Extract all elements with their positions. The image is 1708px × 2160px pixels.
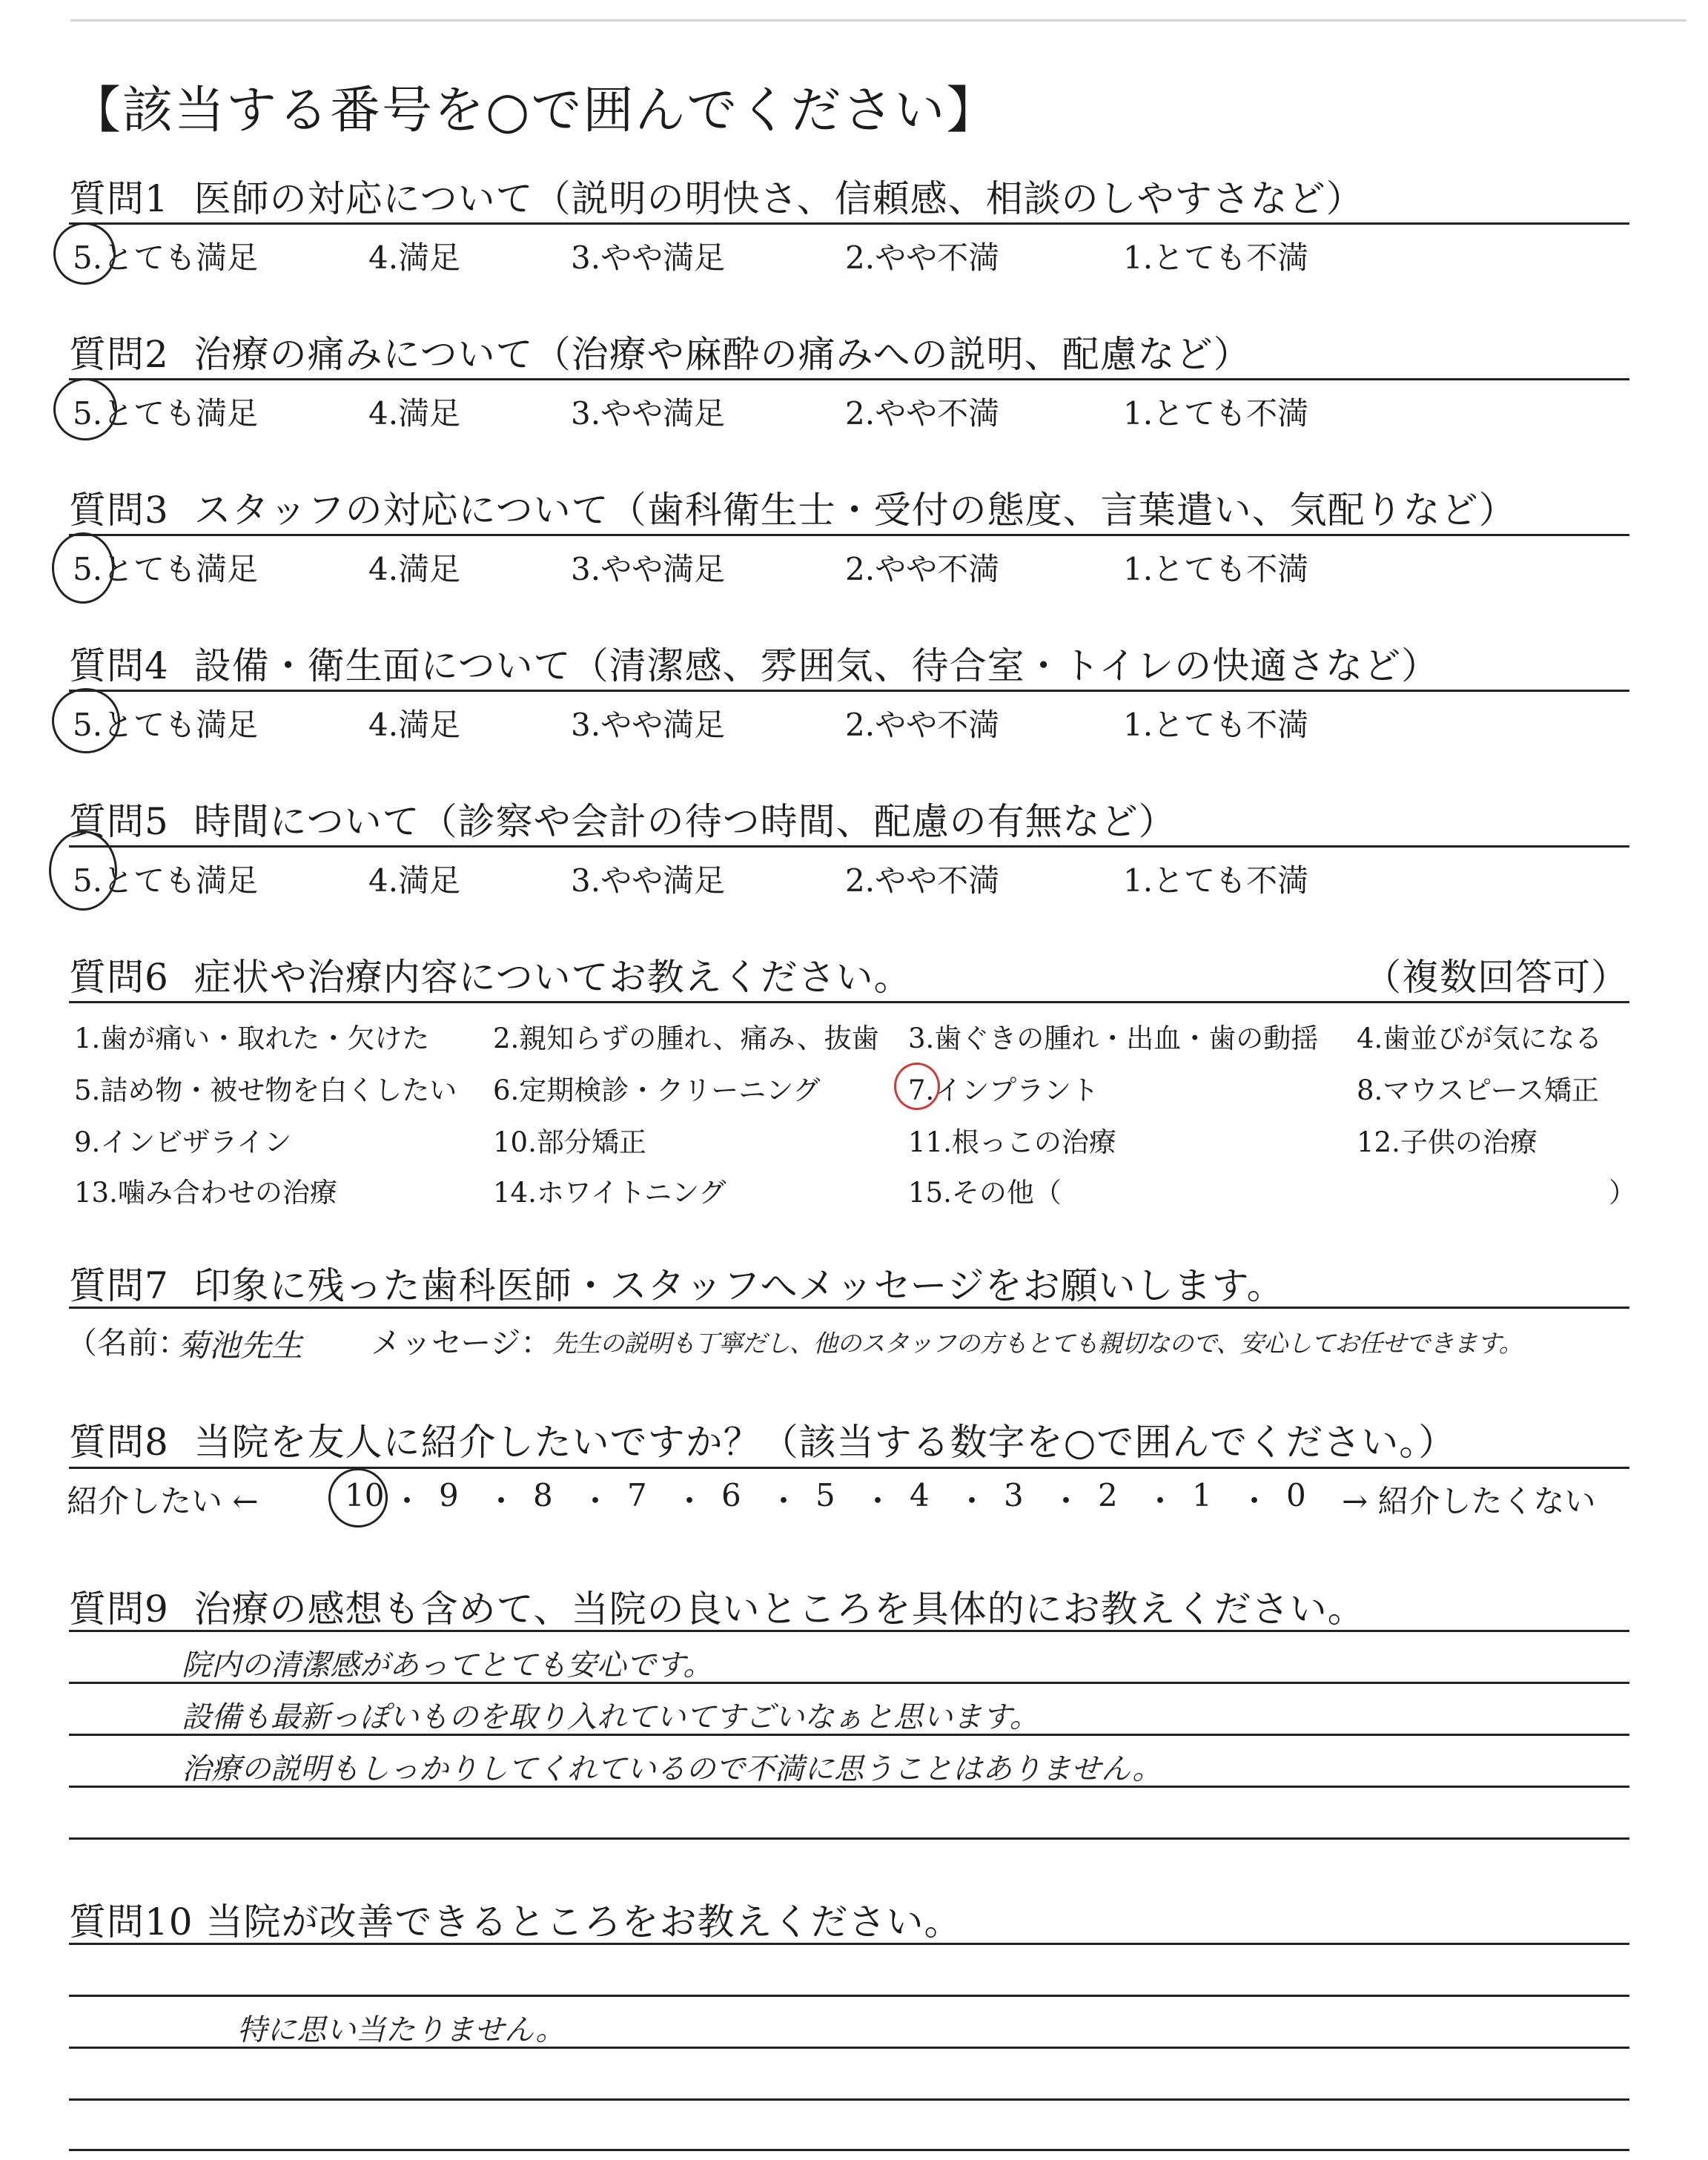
q3-selection-circle — [52, 532, 114, 604]
q9-answer-line-3[interactable]: 治療の説明もしっかりしてくれているので不満に思うことはありません。 — [182, 1752, 1162, 1786]
q10-rule-5 — [69, 2149, 1629, 2151]
q2-option-1[interactable]: 1.とても不満 — [1123, 395, 1309, 432]
question-3-text: スタッフの対応について（歯科衛生士・受付の態度、言葉遣い、気配りなど） — [193, 489, 1517, 532]
q8-scale-value-0[interactable]: 0 — [1286, 1477, 1306, 1513]
q9-rule-5 — [69, 1837, 1629, 1840]
q8-scale-separator: ・ — [956, 1483, 988, 1519]
q6-option-2[interactable]: 2.親知らずの腫れ、痛み、抜歯 — [493, 1023, 879, 1054]
page-title: 【該当する番号を○で囲んでください】 — [70, 82, 999, 140]
q6-selection-circle — [894, 1063, 940, 1110]
q4-option-5[interactable]: 5.とても満足 — [73, 707, 259, 743]
question-10-title — [69, 1892, 962, 1946]
q8-right-label: → 紹介したくない — [1342, 1483, 1596, 1519]
q8-scale-value-1[interactable]: 1 — [1192, 1477, 1212, 1513]
question-7-title — [69, 1256, 1285, 1309]
q10-rule-1 — [69, 1943, 1629, 1945]
q3-option-1[interactable]: 1.とても不満 — [1123, 551, 1309, 587]
q6-option-10[interactable]: 10.部分矯正 — [493, 1126, 646, 1158]
question-3-rule — [69, 534, 1629, 536]
q6-option-5[interactable]: 5.詰め物・被せ物を白くしたい — [74, 1074, 457, 1106]
q5-option-4[interactable]: 4.満足 — [368, 862, 461, 899]
q1-selection-circle — [53, 222, 116, 285]
question-4-text: 設備・衛生面について（清潔感、雰囲気、待合室・トイレの快適さなど） — [193, 644, 1440, 687]
question-10-text: 当院が改善できるところをお教えください。 — [205, 1900, 962, 1943]
q8-scale-separator: ・ — [1050, 1483, 1082, 1519]
q6-option-4[interactable]: 4.歯並びが気になる — [1357, 1023, 1603, 1054]
q7-message-label: メッセージ： — [371, 1325, 552, 1361]
question-4-label: 質問4 — [69, 644, 169, 687]
question-10-label: 質問10 — [69, 1900, 193, 1943]
q6-option-6[interactable]: 6.定期検診・クリーニング — [493, 1074, 821, 1106]
q6-option-15-close: ） — [1609, 1177, 1636, 1209]
question-7-rule — [69, 1307, 1629, 1309]
question-5-rule — [69, 845, 1629, 848]
q8-scale-value-9[interactable]: 9 — [439, 1477, 459, 1513]
q8-scale-value-6[interactable]: 6 — [721, 1477, 741, 1513]
question-1-title — [69, 169, 1364, 222]
q10-answer[interactable]: 特に思い当たりません。 — [237, 2013, 566, 2047]
q6-option-9[interactable]: 9.インビザライン — [74, 1126, 292, 1158]
q8-scale-value-8[interactable]: 8 — [533, 1477, 553, 1513]
q10-rule-4 — [69, 2098, 1629, 2101]
question-8-text: 当院を友人に紹介したいですか？（該当する数字を○で囲んでください。） — [193, 1421, 1457, 1464]
q6-option-8[interactable]: 8.マウスピース矯正 — [1357, 1074, 1599, 1106]
question-8-rule — [69, 1467, 1629, 1469]
q1-option-4[interactable]: 4.満足 — [368, 240, 461, 276]
q8-scale-value-10[interactable]: 10 — [345, 1477, 385, 1513]
q6-option-3[interactable]: 3.歯ぐきの腫れ・出血・歯の動揺 — [908, 1023, 1319, 1054]
q3-option-3[interactable]: 3.やや満足 — [571, 551, 726, 587]
q8-scale-value-2[interactable]: 2 — [1098, 1477, 1118, 1513]
q1-option-1[interactable]: 1.とても不満 — [1123, 240, 1309, 276]
q8-scale-value-7[interactable]: 7 — [627, 1477, 647, 1513]
q9-answer-line-2[interactable]: 設備も最新っぽいものを取り入れていてすごいなぁと思います。 — [182, 1700, 1039, 1734]
q5-option-3[interactable]: 3.やや満足 — [571, 862, 726, 899]
question-8-title — [69, 1413, 1456, 1466]
q2-option-3[interactable]: 3.やや満足 — [571, 395, 726, 432]
q5-option-5[interactable]: 5.とても満足 — [73, 862, 259, 899]
q9-rule-1 — [69, 1630, 1629, 1632]
q3-option-2[interactable]: 2.やや不満 — [845, 551, 1000, 587]
question-5-label: 質問5 — [69, 800, 169, 843]
question-5-text: 時間について（診察や会計の待つ時間、配慮の有無など） — [193, 800, 1176, 843]
question-6-note: （複数回答可） — [1364, 956, 1629, 999]
q2-selection-circle — [53, 378, 117, 440]
q2-option-4[interactable]: 4.満足 — [368, 395, 461, 432]
question-7-label: 質問7 — [69, 1264, 169, 1307]
q3-option-5[interactable]: 5.とても満足 — [73, 551, 259, 587]
q7-name-value[interactable]: 菊池先生 — [178, 1327, 303, 1364]
q7-name-label: （名前： — [67, 1325, 188, 1361]
q4-option-1[interactable]: 1.とても不満 — [1123, 707, 1309, 743]
question-2-label: 質問2 — [69, 333, 169, 376]
q10-rule-2 — [69, 1995, 1629, 1997]
q8-scale-separator: ・ — [768, 1483, 800, 1519]
question-3-label: 質問3 — [69, 489, 169, 532]
q1-option-3[interactable]: 3.やや満足 — [571, 240, 726, 276]
q8-left-label: 紹介したい ← — [67, 1483, 259, 1519]
q6-option-1[interactable]: 1.歯が痛い・取れた・欠けた — [74, 1023, 430, 1054]
q2-option-5[interactable]: 5.とても満足 — [73, 395, 259, 432]
question-1-rule — [69, 222, 1629, 225]
q8-scale-separator: ・ — [1239, 1483, 1271, 1519]
q8-scale-separator: ・ — [580, 1483, 612, 1519]
q8-scale-separator: ・ — [486, 1483, 517, 1519]
question-9-text: 治療の感想も含めて、当院の良いところを具体的にお教えください。 — [193, 1588, 1366, 1631]
question-6-title — [69, 948, 912, 1001]
q5-selection-circle — [49, 830, 117, 911]
q8-scale-separator: ・ — [391, 1483, 423, 1519]
q5-option-1[interactable]: 1.とても不満 — [1123, 862, 1309, 899]
q6-option-7[interactable]: 7.インプラント — [908, 1074, 1099, 1106]
question-7-text: 印象に残った歯科医師・スタッフへメッセージをお願いします。 — [193, 1264, 1285, 1307]
question-2-rule — [69, 378, 1629, 380]
question-9-label: 質問9 — [69, 1588, 169, 1631]
q6-option-12[interactable]: 12.子供の治療 — [1357, 1126, 1537, 1158]
q2-option-2[interactable]: 2.やや不満 — [845, 395, 1000, 432]
question-9-title — [69, 1579, 1366, 1633]
q3-option-4[interactable]: 4.満足 — [368, 551, 461, 587]
question-6-rule — [69, 1001, 1629, 1003]
q8-scale-separator: ・ — [674, 1483, 706, 1519]
q8-scale-value-5[interactable]: 5 — [815, 1477, 835, 1513]
question-5-title — [69, 792, 1176, 845]
q4-selection-circle — [52, 688, 120, 753]
q8-scale-value-4[interactable]: 4 — [910, 1477, 930, 1513]
q4-option-2[interactable]: 2.やや不満 — [845, 707, 1000, 743]
question-2-text: 治療の痛みについて（治療や麻酔の痛みへの説明、配慮など） — [193, 333, 1251, 376]
q1-option-2[interactable]: 2.やや不満 — [845, 240, 1000, 276]
question-3-title — [69, 480, 1517, 534]
q8-scale-separator: ・ — [862, 1483, 894, 1519]
q6-option-11[interactable]: 11.根っこの治療 — [908, 1126, 1116, 1158]
question-1-label: 質問1 — [69, 177, 169, 220]
question-2-title — [69, 325, 1251, 378]
q4-option-4[interactable]: 4.満足 — [368, 707, 461, 743]
q8-scale-value-3[interactable]: 3 — [1004, 1477, 1024, 1513]
question-6-label: 質問6 — [69, 956, 169, 999]
q7-message-value[interactable]: 先生の説明も丁寧だし、他のスタッフの方もとても親切なので、安心してお任せできます。 — [552, 1329, 1523, 1358]
q6-option-14[interactable]: 14.ホワイトニング — [493, 1177, 726, 1209]
question-1-text: 医師の対応について（説明の明快さ、信頼感、相談のしやすさなど） — [193, 177, 1364, 220]
q4-option-3[interactable]: 3.やや満足 — [571, 707, 726, 743]
q6-option-15[interactable]: 15.その他（ — [908, 1177, 1062, 1209]
q1-option-5[interactable]: 5.とても満足 — [73, 240, 259, 276]
question-6-text: 症状や治療内容についてお教えください。 — [193, 956, 912, 999]
q5-option-2[interactable]: 2.やや不満 — [845, 862, 1000, 899]
q9-answer-line-1[interactable]: 院内の清潔感があってとても安心です。 — [182, 1648, 713, 1682]
question-8-label: 質問8 — [69, 1421, 169, 1464]
q8-scale-separator: ・ — [1145, 1483, 1176, 1519]
question-4-title — [69, 636, 1439, 690]
q8-selection-circle — [328, 1468, 388, 1527]
q6-option-13[interactable]: 13.噛み合わせの治療 — [74, 1177, 337, 1209]
top-border — [70, 19, 1687, 22]
question-4-rule — [69, 690, 1629, 692]
